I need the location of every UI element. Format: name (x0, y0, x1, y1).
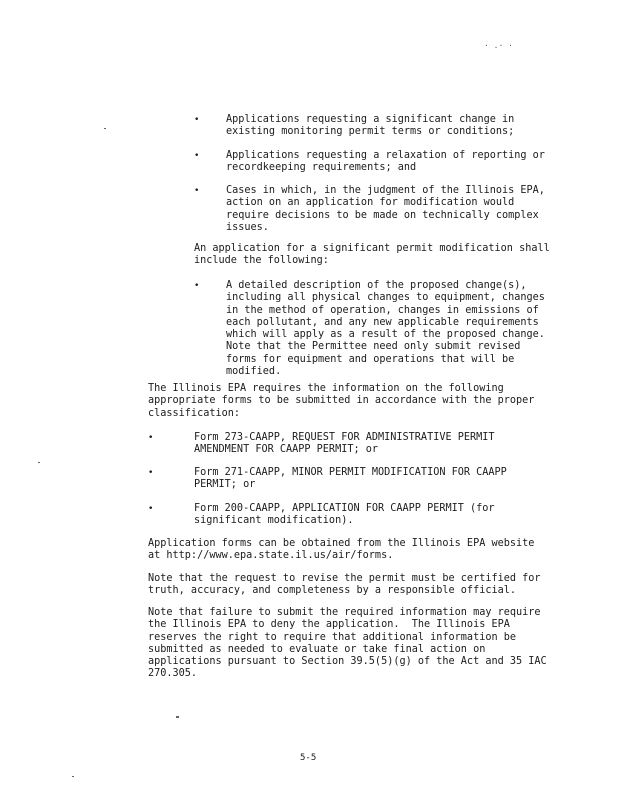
paragraph-failure: Note that failure to submit the required information may require the Illinois EPA to deny the application. The Illinois EPA reserves the right to require that additional information be submitted as needed to evaluate or take final action on applications pursuant to Section 39.5(5)(g) of the Act and 35 IAC 270.305. (148, 607, 547, 680)
bullet-text: A detailed description of the proposed change(s), including all physical changes to equipment, changes in the method of operation, changes in emissions of each pollutant, and any new applicable requirements which will apply as a result of the proposed change. Note that the Permittee need only submit revised forms for equipment and operations that will be modified. (226, 280, 545, 378)
page-number: 5-5 (300, 753, 317, 763)
scan-speck (176, 716, 179, 718)
scan-speck (38, 462, 40, 463)
bullet-dot: • (148, 468, 154, 478)
bullet-dot: • (194, 186, 200, 196)
paragraph-website: Application forms can be obtained from the Illinois EPA website at http://www.epa.state.il.us/air/forms. (148, 538, 535, 562)
bullet-dot: • (194, 151, 200, 161)
forms-intro: The Illinois EPA requires the information on the following appropriate forms to be submitted in accordance with the proper classification: (148, 383, 535, 419)
bullet-text: Applications requesting a relaxation of reporting or recordkeeping requirements; and (226, 150, 545, 174)
bullet-text: Applications requesting a significant change in existing monitoring permit terms or conditions; (226, 114, 515, 138)
bullet-text: Cases in which, in the judgment of the Illinois EPA, action on an application for modification would require decisions to be made on technically complex issues. (226, 185, 545, 233)
paragraph-certify: Note that the request to revise the permit must be certified for truth, accuracy, and completeness by a responsible official. (148, 573, 541, 597)
scan-speck (104, 128, 106, 129)
bullet-dot: • (148, 504, 154, 514)
bullet-dot: • (148, 433, 154, 443)
bullet-dot: • (194, 281, 200, 291)
scan-speck (72, 776, 74, 777)
form-item: Form 273-CAAPP, REQUEST FOR ADMINISTRATIVE PERMIT AMENDMENT FOR CAAPP PERMIT; or (194, 432, 495, 456)
form-item: Form 271-CAAPP, MINOR PERMIT MODIFICATION FOR CAAPP PERMIT; or (194, 467, 507, 491)
form-item: Form 200-CAAPP, APPLICATION FOR CAAPP PERMIT (for significant modification). (194, 503, 495, 527)
significant-intro: An application for a significant permit modification shall include the following: (194, 243, 550, 267)
bullet-dot: • (194, 115, 200, 125)
header-mark: · .· · (484, 41, 513, 50)
